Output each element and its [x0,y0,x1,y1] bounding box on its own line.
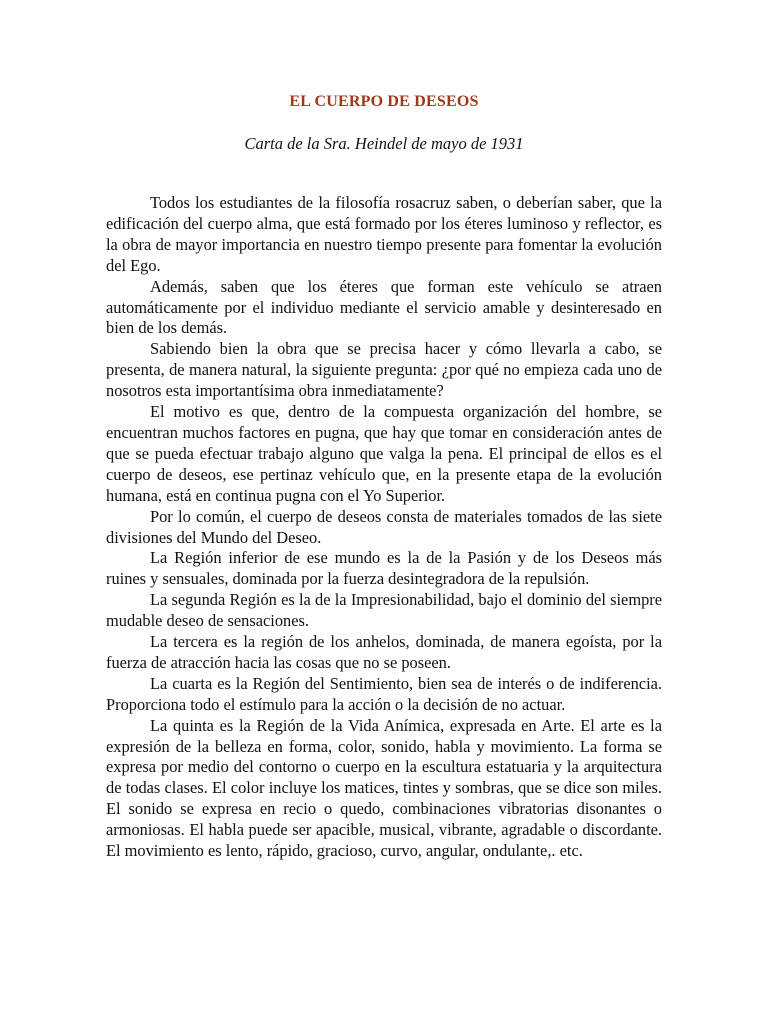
paragraph-5: Por lo común, el cuerpo de deseos consta de materiales tomados de las siete divisiones del Mundo del Deseo. [106,506,662,547]
page-subtitle: Carta de la Sra. Heindel de mayo de 1931 [244,134,524,153]
paragraph-8: La tercera es la región de los anhelos, dominada, de manera egoísta, por la fuerza de atracción hacia las cosas que no se poseen. [106,632,662,672]
paragraph-6: La Región inferior de ese mundo es la de la Pasión y de los Deseos más ruines y sensuales, dominada por la fuerza desintegradora de la repulsión. [106,548,662,589]
page-title: EL CUERPO DE DESEOS [289,93,479,110]
document-page [106,88,662,861]
paragraph-4: El motivo es que, dentro de la compuesta organización del hombre, se encuentran muchos factores en pugna, que hay que tomar en consideración antes de que se pueda efectuar trabajo alguno que valga la pena. El principal de ellos es el cuerpo de deseos, ese pertinaz vehículo que, en la presente etapa de la evolución humana, está en continua pugna con el Yo Superior. [106,402,662,505]
paragraph-9: La cuarta es la Región del Sentimiento, bien sea de interés o de indiferencia. Proporciona todo el estímulo para la acción o la decisión de no actuar. [106,673,662,714]
paragraph-10: La quinta es la Región de la Vida Anímica, expresada en Arte. El arte es la expresión de la belleza en forma, color, sonido, habla y movimiento. La forma se expresa por medio del contorno o cuerpo en la escultura estatuaria y la arquitectura de todas clases. El color incluye los matices, tintes y sombras, que se dice son miles. El sonido se expresa en recio o quedo, combinaciones vibratorias disonantes o armoniosas. El habla puede ser apacible, musical, vibrante, agradable o discordante. El movimiento es lento, rápido, gracioso, curvo, angular, ondulante,. etc. [106,715,662,861]
paragraph-3: Sabiendo bien la obra que se precisa hacer y cómo llevarla a cabo, se presenta, de manera natural, la siguiente pregunta: ¿por qué no empieza cada uno de nosotros esta importantísima obra inmediatamente? [106,339,662,401]
body-text [106,193,662,862]
paragraph-7: La segunda Región es la de la Impresionabilidad, bajo el dominio del siempre mudable deseo de sensaciones. [106,590,662,631]
paragraph-1: Todos los estudiantes de la filosofía rosacruz saben, o deberían saber, que la edificación del cuerpo alma, que está formado por los éteres luminoso y reflector, es la obra de mayor importancia en nuestro tiempo presente para fomentar la evolución del Ego. [106,193,662,275]
paragraph-2: Además, saben que los éteres que forman este vehículo se atraen automáticamente por el individuo mediante el servicio amable y desinteresado en bien de los demás. [106,276,662,338]
